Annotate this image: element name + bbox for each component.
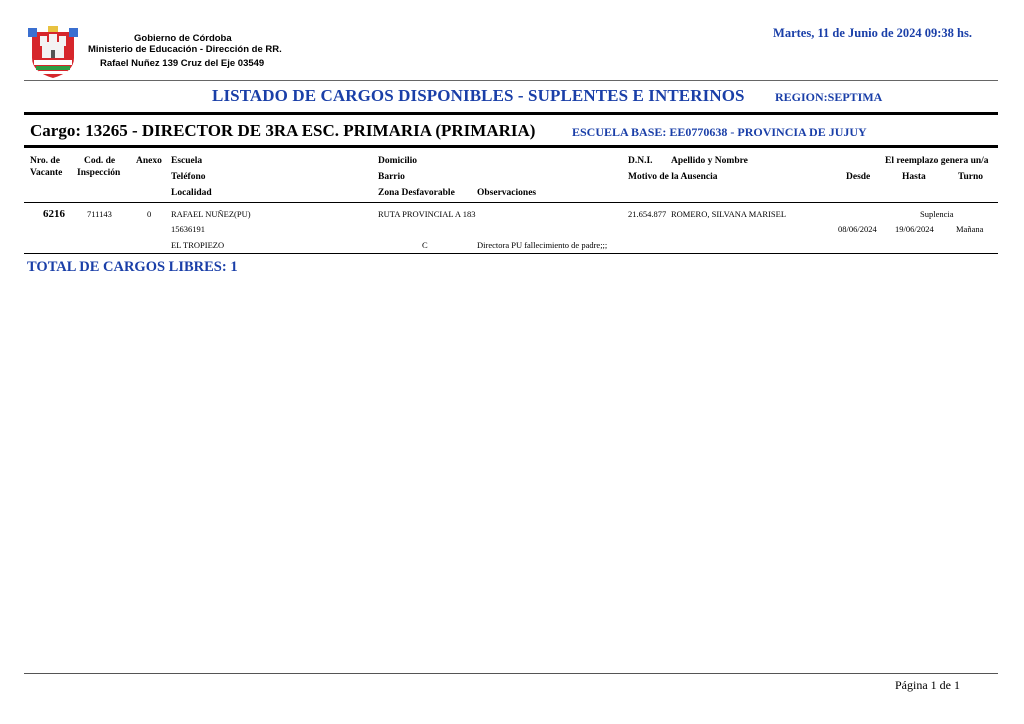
col-cod-inspeccion-1: Cod. de [84, 156, 116, 166]
table-bottom-divider [24, 253, 998, 254]
cell-reemplazo: Suplencia [920, 209, 954, 219]
table-header-divider [24, 202, 998, 203]
org-name: Gobierno de Córdoba [134, 33, 232, 44]
cordoba-coat-of-arms-icon [28, 24, 78, 80]
org-address: Rafael Nuñez 139 Cruz del Eje 03549 [100, 58, 265, 69]
col-escuela: Escuela [171, 156, 203, 166]
col-nro-vacante-1: Nro. de [30, 156, 60, 166]
header-divider [24, 80, 998, 81]
cell-localidad: EL TROPIEZO [171, 240, 225, 250]
col-hasta: Hasta [902, 172, 926, 182]
col-cod-inspeccion-2: Inspección [77, 168, 121, 178]
escuela-base-label: ESCUELA BASE: EE0770638 - PROVINCIA DE JUJUY [572, 125, 867, 139]
region-label: REGION:SEPTIMA [775, 90, 883, 104]
report-title: LISTADO DE CARGOS DISPONIBLES - SUPLENTES E INTERINOS [212, 86, 745, 105]
cell-escuela: RAFAEL NUÑEZ(PU) [171, 209, 251, 219]
total-cargos-libres: TOTAL DE CARGOS LIBRES: 1 [27, 259, 238, 275]
cell-turno: Mañana [956, 224, 984, 234]
cell-nro-vacante: 6216 [43, 208, 65, 220]
cell-cod-inspeccion: 711143 [87, 209, 112, 219]
col-anexo: Anexo [136, 156, 162, 166]
title-divider [24, 112, 998, 115]
col-observaciones: Observaciones [477, 188, 537, 198]
cell-dni: 21.654.877 [628, 209, 667, 219]
col-motivo-ausencia: Motivo de la Ausencia [628, 172, 718, 182]
col-telefono: Teléfono [171, 172, 206, 182]
col-reemplazo: El reemplazo genera un/a [885, 156, 989, 166]
cell-hasta: 19/06/2024 [895, 224, 934, 234]
col-barrio: Barrio [378, 172, 405, 182]
col-turno: Turno [958, 172, 983, 182]
col-nro-vacante-2: Vacante [30, 168, 63, 178]
cell-domicilio: RUTA PROVINCIAL A 183 [378, 209, 476, 219]
footer-divider [24, 673, 998, 674]
report-datetime: Martes, 11 de Junio de 2024 09:38 hs. [773, 26, 972, 40]
cargo-divider [24, 145, 998, 148]
col-zona-desfavorable: Zona Desfavorable [378, 188, 455, 198]
col-domicilio: Domicilio [378, 156, 418, 166]
cell-telefono: 15636191 [171, 224, 205, 234]
cell-anexo: 0 [147, 209, 152, 219]
cell-zona-desfavorable: C [422, 240, 428, 250]
org-ministry: Ministerio de Educación - Dirección de RR. [88, 44, 282, 55]
page-number: Página 1 de 1 [895, 678, 960, 692]
col-localidad: Localidad [171, 188, 212, 198]
col-apellido-nombre: Apellido y Nombre [671, 156, 748, 166]
cell-desde: 08/06/2024 [838, 224, 877, 234]
cell-observaciones: Directora PU fallecimiento de padre;;; [477, 240, 608, 250]
cargo-title: Cargo: 13265 - DIRECTOR DE 3RA ESC. PRIMARIA (PRIMARIA) [30, 121, 536, 140]
col-dni: D.N.I. [628, 156, 653, 166]
col-desde: Desde [846, 172, 871, 182]
cell-apellido-nombre: ROMERO, SILVANA MARISEL [671, 209, 787, 219]
